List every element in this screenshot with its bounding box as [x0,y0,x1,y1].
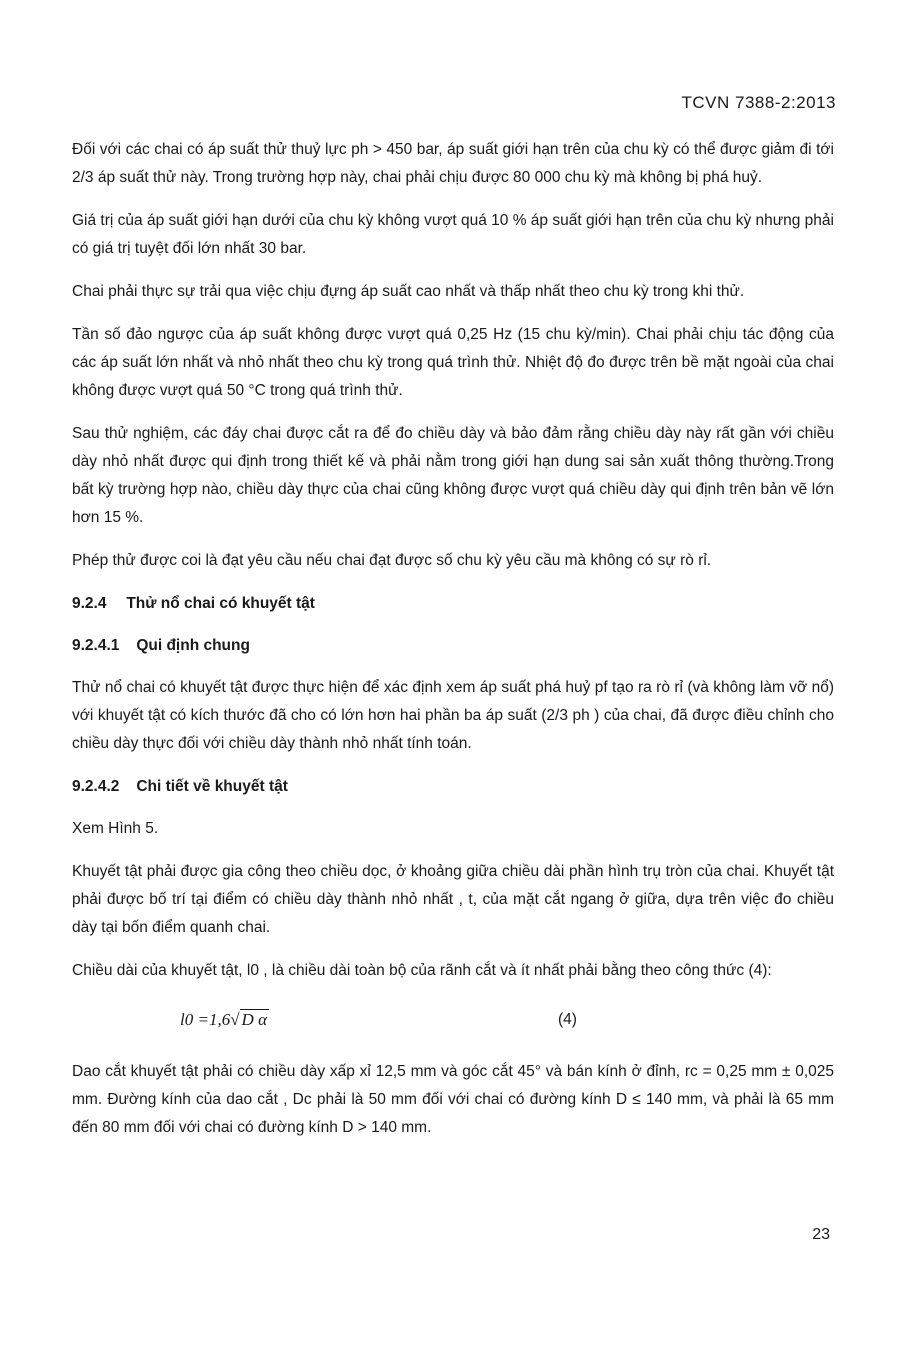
section-heading-9-2-4 [72,590,834,618]
equation-number: (4) [558,1011,577,1028]
paragraph-see-figure: Xem Hình 5. [72,820,159,837]
formula-lhs: l0 =1,6 [180,1010,231,1029]
sqrt-sign: √ [230,1010,240,1029]
section-number: 9.2.4.1 [72,637,120,654]
paragraph-frequency: Tần số đảo ngược của áp suất không được vượt quá 0,25 Hz (15 chu kỳ/min). Chai phải chịu tác động của các áp suất lớn nhất và nhỏ nhất theo chu kỳ trong quá trình thử. Nhiệt độ đo được trên bề mặt ngoài của chai không được vượt quá 50 °C trong quá trình thử. [72,326,834,399]
section-heading-9-2-4-2 [72,773,834,801]
paragraph-acceptance: Phép thử được coi là đạt yêu cầu nếu chai đạt được số chu kỳ yêu cầu mà không có sự rò rỉ. [72,552,712,569]
section-number: 9.2.4.2 [72,778,120,795]
section-title: Qui định chung [136,637,250,654]
equation-4 [72,1000,834,1044]
formula-radicand: D α [241,1010,267,1029]
paragraph-after-test: Sau thử nghiệm, các đáy chai được cắt ra để đo chiều dày và bảo đảm rằng chiều dày này rất gần với chiều dày nhỏ nhất được qui định trong thiết kế và phải nằm trong giới hạn dung sai sản xuất thông thường.Trong bất kỳ trường hợp nào, chiều dày thực của chai cũng không được vượt quá chiều dày qui định trên bản vẽ lớn hơn 15 %. [72,425,834,526]
document-code: TCVN 7388-2:2013 [681,93,836,112]
paragraph-hydraulic-pressure: Đối với các chai có áp suất thử thuỷ lực ph > 450 bar, áp suất giới hạn trên của chu kỳ có thể được giảm đi tới 2/3 áp suất thử này. Trong trường hợp này, chai phải chịu được 80 000 chu kỳ mà không bị phá huỷ. [72,141,834,186]
section-number: 9.2.4 [72,595,107,612]
paragraph-defect-length: Chiều dài của khuyết tật, l0 , là chiều dài toàn bộ của rãnh cắt và ít nhất phải bằng theo công thức (4): [72,962,772,979]
paragraph-defect-machining: Khuyết tật phải được gia công theo chiều dọc, ở khoảng giữa chiều dài phần hình trụ tròn của chai. Khuyết tật phải được bố trí tại điểm có chiều dày thành nhỏ nhất , t, của mặt cắt ngang ở giữa, dựa trên việc đo chiều dày tại bốn điểm quanh chai. [72,863,834,936]
page-body [72,136,834,1157]
section-title: Chi tiết về khuyết tật [136,778,288,795]
paragraph-general-provision: Thử nổ chai có khuyết tật được thực hiện để xác định xem áp suất phá huỷ pf tạo ra rò rỉ (và không làm vỡ nổ) với khuyết tật có kích thước đã cho có lớn hơn hai phần ba áp suất (2/3 ph ) của chai, đã được điều chỉnh cho chiều dày thực đối với chiều dày thành nhỏ nhất tính toán. [72,679,834,752]
paragraph-lower-limit: Giá trị của áp suất giới hạn dưới của chu kỳ không vượt quá 10 % áp suất giới hạn trên của chu kỳ nhưng phải có giá trị tuyệt đối lớn nhất 30 bar. [72,212,834,257]
section-heading-9-2-4-1 [72,632,834,660]
page-number: 23 [812,1226,830,1243]
paragraph-cycle-endurance: Chai phải thực sự trải qua việc chịu đựng áp suất cao nhất và thấp nhất theo chu kỳ trong khi thử. [72,283,745,300]
section-title: Thử nổ chai có khuyết tật [126,595,315,612]
paragraph-cutter-dimensions: Dao cắt khuyết tật phải có chiều dày xấp xỉ 12,5 mm và góc cắt 45° và bán kính ở đỉnh, rc = 0,25 mm ± 0,025 mm. Đường kính của dao cắt , Dc phải là 50 mm đối với chai có đường kính D ≤ 140 mm, và phải là 65 mm đến 80 mm đối với chai có đường kính D > 140 mm. [72,1063,834,1136]
formula [180,1006,269,1034]
